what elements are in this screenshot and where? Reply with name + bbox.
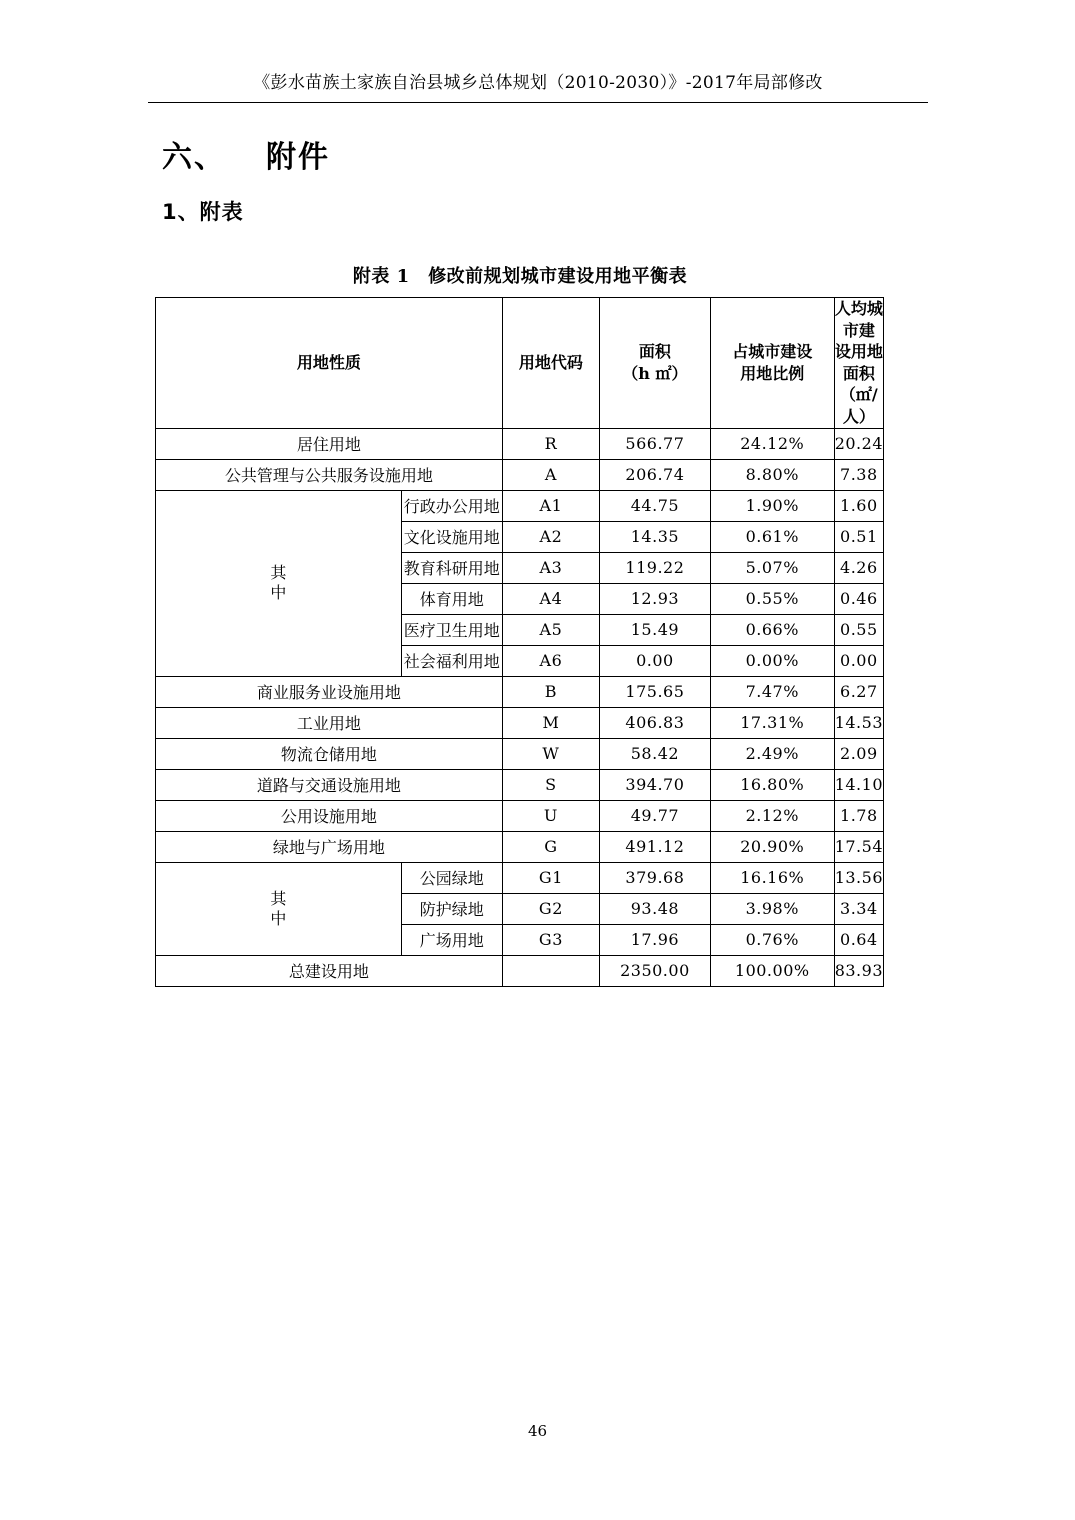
cell-land-use-name: 物流仓储用地 <box>156 738 503 769</box>
cell-land-use-code: B <box>502 676 599 707</box>
cell-land-use-code: G3 <box>502 924 599 955</box>
cell-percentage: 0.76% <box>710 924 834 955</box>
cell-area: 12.93 <box>600 583 711 614</box>
cell-percentage: 5.07% <box>710 552 834 583</box>
table-row <box>156 831 884 862</box>
column-header-per-line1: 人均城市建 <box>834 299 883 340</box>
cell-percentage: 2.49% <box>710 738 834 769</box>
cell-percentage: 8.80% <box>710 459 834 490</box>
cell-land-use-code: G2 <box>502 893 599 924</box>
cell-percentage: 0.61% <box>710 521 834 552</box>
cell-land-use-code: A2 <box>502 521 599 552</box>
cell-land-use-code: R <box>502 428 599 459</box>
cell-percentage: 0.00% <box>710 645 834 676</box>
cell-area: 49.77 <box>600 800 711 831</box>
cell-land-use-code: A5 <box>502 614 599 645</box>
cell-per-capita: 17.54 <box>834 831 883 862</box>
column-header-pct <box>710 298 834 429</box>
cell-area: 566.77 <box>600 428 711 459</box>
cell-per-capita: 3.34 <box>834 893 883 924</box>
page-title <box>162 132 330 176</box>
section-number: 六、 <box>162 140 226 175</box>
cell-area: 58.42 <box>600 738 711 769</box>
cell-land-use-name: 体育用地 <box>401 583 502 614</box>
cell-area: 406.83 <box>600 707 711 738</box>
cell-land-use-code: A <box>502 459 599 490</box>
land-use-balance-table <box>155 297 884 987</box>
page-number: 46 <box>527 1422 548 1440</box>
cell-land-use-code: M <box>502 707 599 738</box>
cell-per-capita: 20.24 <box>834 428 883 459</box>
cell-area: 394.70 <box>600 769 711 800</box>
cell-percentage: 0.66% <box>710 614 834 645</box>
cell-percentage: 2.12% <box>710 800 834 831</box>
cell-area: 206.74 <box>600 459 711 490</box>
cell-land-use-code: G <box>502 831 599 862</box>
cell-area: 2350.00 <box>600 955 711 986</box>
cell-land-use-name: 公用设施用地 <box>156 800 503 831</box>
cell-land-use-name: 绿地与广场用地 <box>156 831 503 862</box>
column-header-name: 用地性质 <box>156 298 503 429</box>
cell-land-use-name: 工业用地 <box>156 707 503 738</box>
row-group-label <box>156 862 402 955</box>
table-row <box>156 707 884 738</box>
cell-land-use-code <box>502 955 599 986</box>
table-caption: 附表 1 修改前规划城市建设用地平衡表 <box>352 266 688 287</box>
table-row <box>156 769 884 800</box>
cell-land-use-name: 公共管理与公共服务设施用地 <box>156 459 503 490</box>
cell-area: 0.00 <box>600 645 711 676</box>
cell-per-capita: 0.64 <box>834 924 883 955</box>
column-header-pct-line2: 用地比例 <box>740 363 805 383</box>
column-header-area-line2: （h ㎡） <box>622 363 688 383</box>
table-row <box>156 738 884 769</box>
cell-percentage: 17.31% <box>710 707 834 738</box>
cell-land-use-code: W <box>502 738 599 769</box>
cell-percentage: 1.90% <box>710 490 834 521</box>
row-group-label-line2: 中 <box>270 908 287 928</box>
table-row <box>156 490 884 521</box>
table-row <box>156 676 884 707</box>
cell-area: 14.35 <box>600 521 711 552</box>
column-header-pct-line1: 占城市建设 <box>732 342 813 362</box>
cell-per-capita: 83.93 <box>834 955 883 986</box>
cell-area: 44.75 <box>600 490 711 521</box>
cell-land-use-name: 道路与交通设施用地 <box>156 769 503 800</box>
row-group-label-line1: 其 <box>270 888 287 908</box>
column-header-per-line2: 设用地面积 <box>834 342 883 383</box>
table-row <box>156 955 884 986</box>
cell-percentage: 100.00% <box>710 955 834 986</box>
cell-land-use-code: A6 <box>502 645 599 676</box>
cell-land-use-name: 广场用地 <box>401 924 502 955</box>
cell-land-use-name: 防护绿地 <box>401 893 502 924</box>
table-row <box>156 862 884 893</box>
cell-land-use-code: G1 <box>502 862 599 893</box>
cell-area: 379.68 <box>600 862 711 893</box>
table-row <box>156 428 884 459</box>
cell-percentage: 16.80% <box>710 769 834 800</box>
column-header-area <box>600 298 711 429</box>
table-body <box>156 428 884 986</box>
cell-per-capita: 0.46 <box>834 583 883 614</box>
cell-percentage: 20.90% <box>710 831 834 862</box>
cell-land-use-name: 教育科研用地 <box>401 552 502 583</box>
row-group-label <box>156 490 402 676</box>
cell-land-use-name: 商业服务业设施用地 <box>156 676 503 707</box>
cell-land-use-code: A4 <box>502 583 599 614</box>
subsection-title: 1、附表 <box>162 200 244 224</box>
table-header-row <box>156 298 884 429</box>
column-header-per-capita <box>834 298 883 429</box>
cell-area: 17.96 <box>600 924 711 955</box>
cell-percentage: 7.47% <box>710 676 834 707</box>
column-header-code: 用地代码 <box>502 298 599 429</box>
section-title: 附件 <box>266 140 330 175</box>
cell-land-use-name: 公园绿地 <box>401 862 502 893</box>
cell-per-capita: 7.38 <box>834 459 883 490</box>
cell-land-use-code: U <box>502 800 599 831</box>
cell-per-capita: 6.27 <box>834 676 883 707</box>
cell-area: 15.49 <box>600 614 711 645</box>
cell-per-capita: 2.09 <box>834 738 883 769</box>
cell-land-use-code: A3 <box>502 552 599 583</box>
cell-land-use-name: 医疗卫生用地 <box>401 614 502 645</box>
column-header-area-line1: 面积 <box>638 342 671 362</box>
cell-per-capita: 14.10 <box>834 769 883 800</box>
cell-land-use-name: 行政办公用地 <box>401 490 502 521</box>
cell-area: 93.48 <box>600 893 711 924</box>
cell-area: 175.65 <box>600 676 711 707</box>
cell-percentage: 16.16% <box>710 862 834 893</box>
cell-per-capita: 14.53 <box>834 707 883 738</box>
table-container <box>155 297 884 987</box>
cell-percentage: 3.98% <box>710 893 834 924</box>
cell-land-use-code: A1 <box>502 490 599 521</box>
cell-per-capita: 0.51 <box>834 521 883 552</box>
table-row <box>156 459 884 490</box>
cell-per-capita: 0.55 <box>834 614 883 645</box>
cell-land-use-name: 总建设用地 <box>156 955 503 986</box>
cell-land-use-name: 居住用地 <box>156 428 503 459</box>
cell-land-use-code: S <box>502 769 599 800</box>
running-header: 《彭水苗族土家族自治县城乡总体规划（2010-2030）》-2017年局部修改 <box>148 68 928 103</box>
row-group-label-line2: 中 <box>270 583 287 603</box>
cell-area: 491.12 <box>600 831 711 862</box>
table-row <box>156 800 884 831</box>
column-header-per-line3: （㎡/人） <box>839 385 878 426</box>
row-group-label-line1: 其 <box>270 563 287 583</box>
cell-percentage: 0.55% <box>710 583 834 614</box>
cell-area: 119.22 <box>600 552 711 583</box>
cell-land-use-name: 文化设施用地 <box>401 521 502 552</box>
cell-per-capita: 1.60 <box>834 490 883 521</box>
cell-per-capita: 13.56 <box>834 862 883 893</box>
cell-per-capita: 4.26 <box>834 552 883 583</box>
cell-per-capita: 1.78 <box>834 800 883 831</box>
cell-per-capita: 0.00 <box>834 645 883 676</box>
cell-percentage: 24.12% <box>710 428 834 459</box>
cell-land-use-name: 社会福利用地 <box>401 645 502 676</box>
